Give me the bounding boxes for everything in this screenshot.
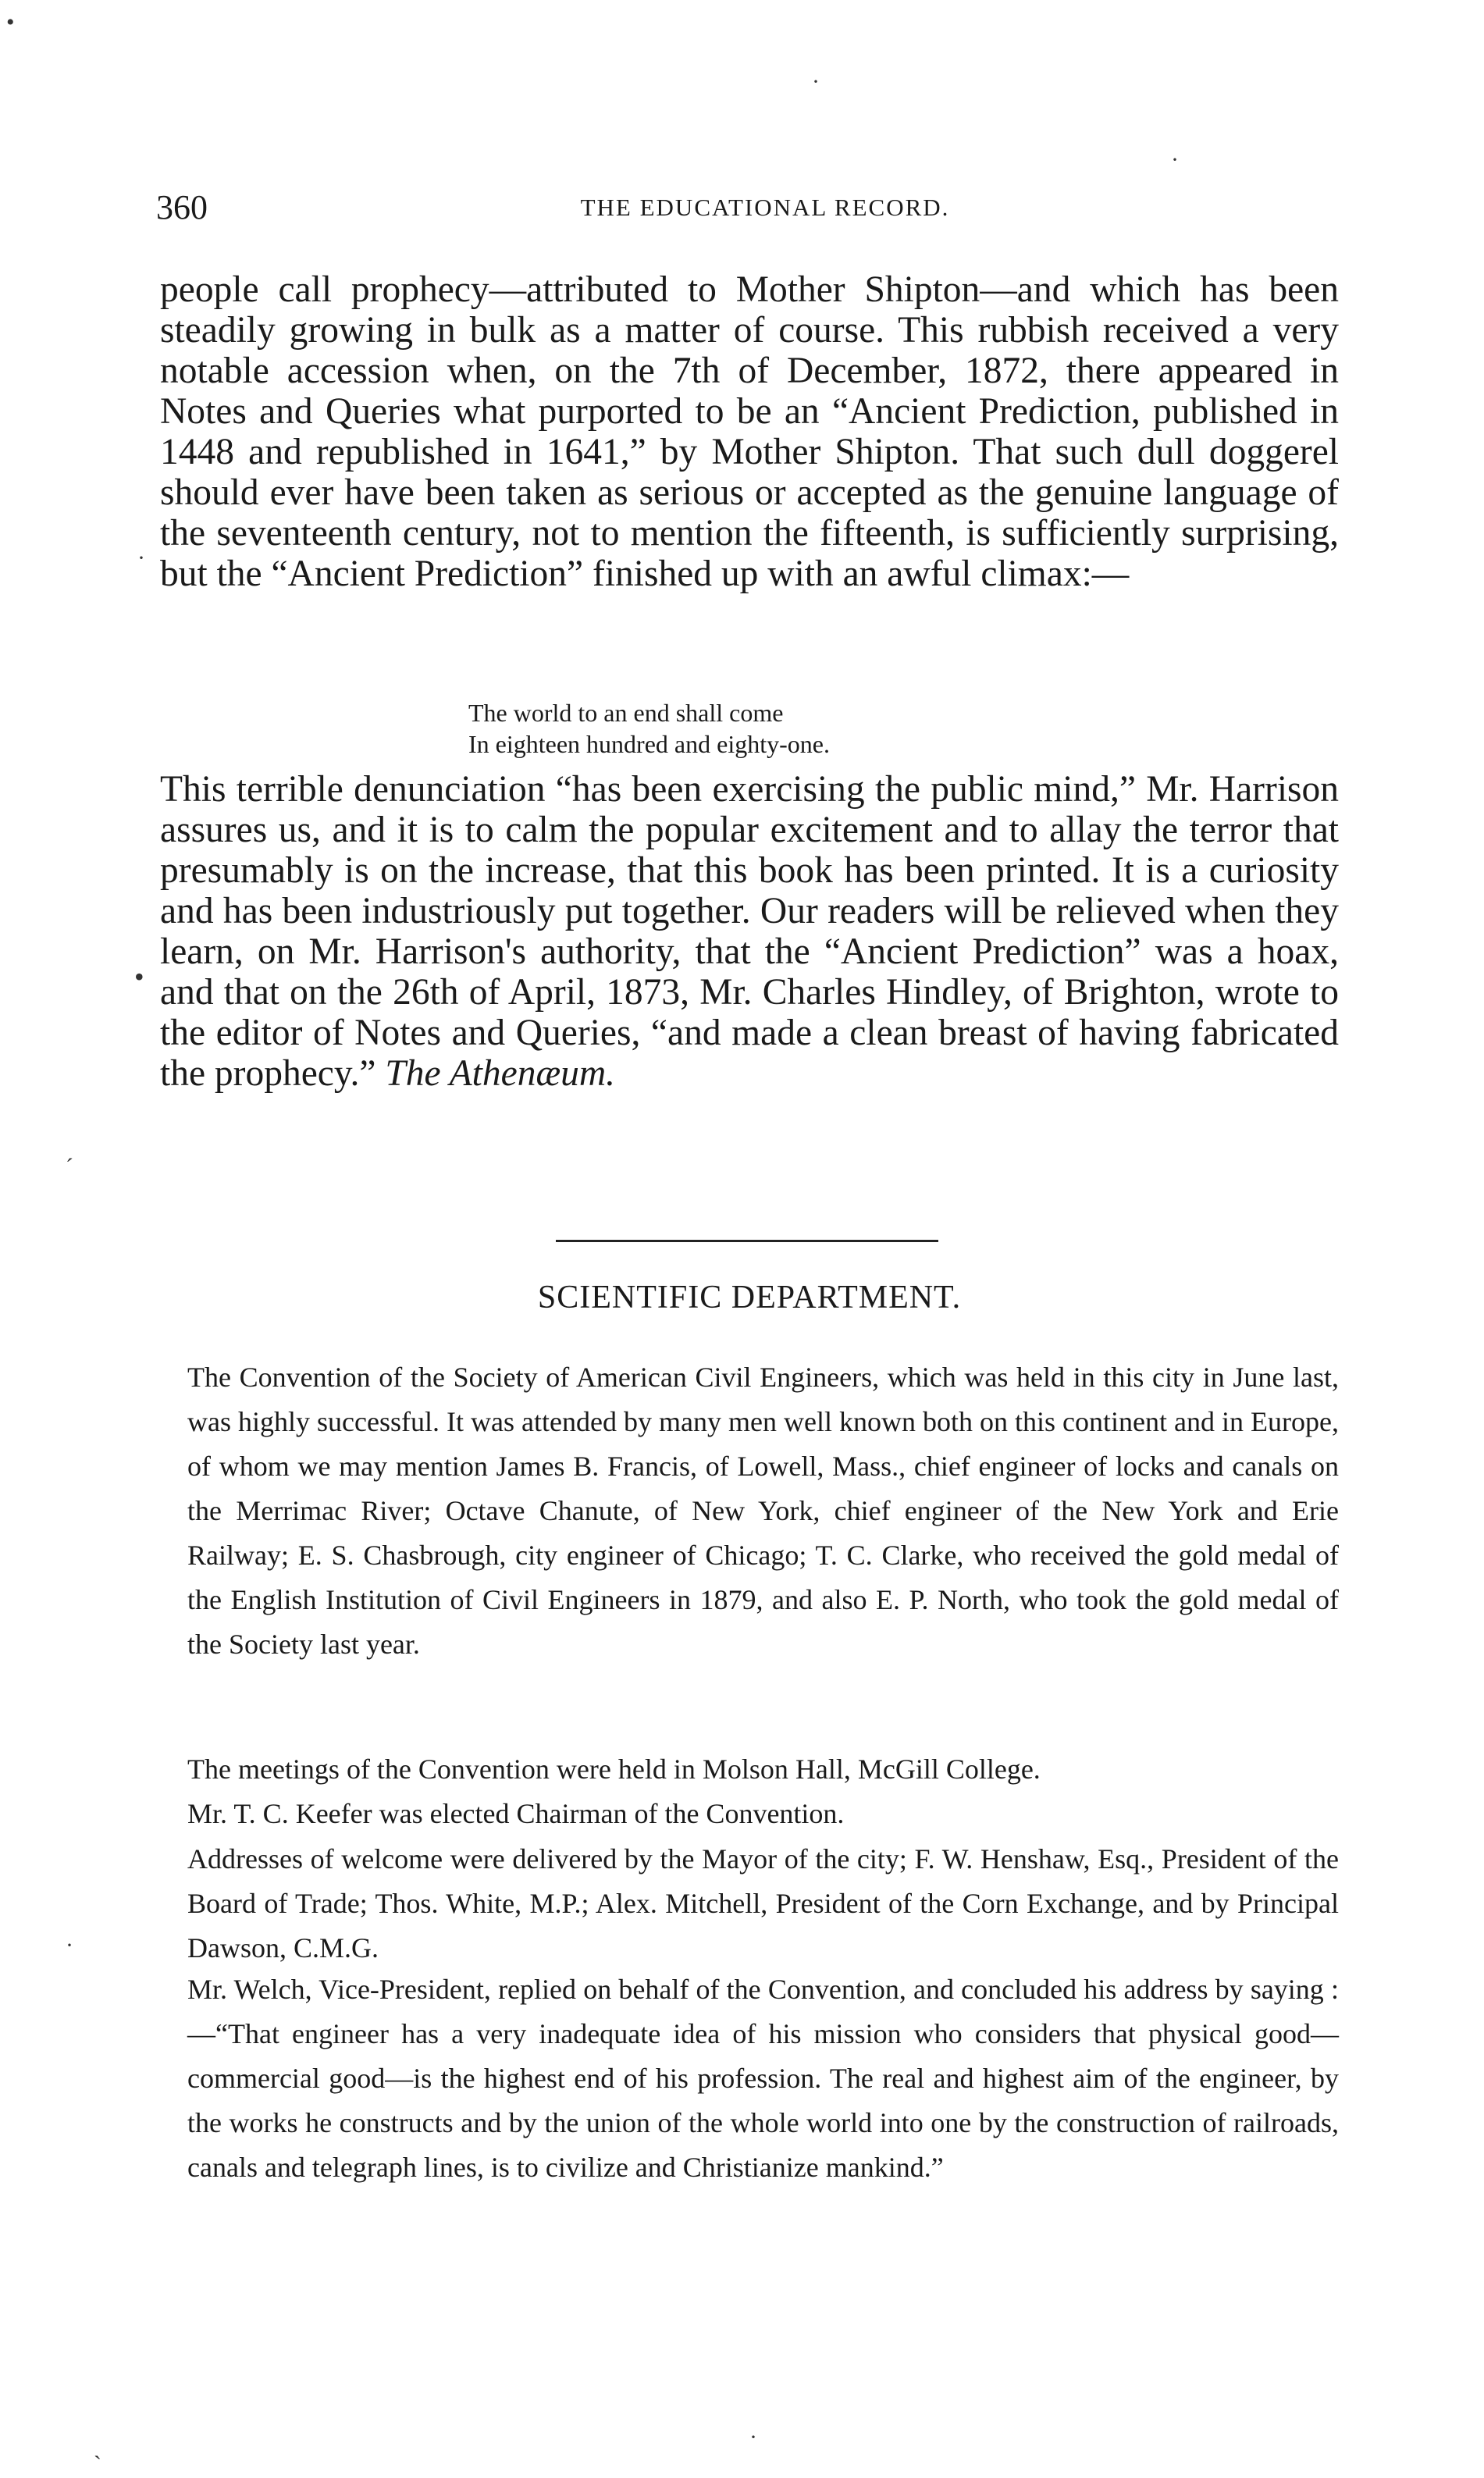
section-heading: SCIENTIFIC DEPARTMENT. [537,1280,962,1316]
print-speck: ˋ [94,2451,101,2477]
section-paragraph: The meetings of the Convention were held in Molson Hall, McGill College. [187,1753,1041,1785]
verse-line: In eighteen hundred and eighty-one. [468,730,830,758]
verse-line: The world to an end shall come [468,699,784,727]
article-paragraph [160,769,1339,1094]
section-divider [556,1240,938,1242]
print-speck: ˊ [66,1154,73,1180]
citation: The Athenæum. [385,1053,616,1094]
page-number: 360 [156,188,208,226]
article-paragraph: people call prophecy—attributed to Mother Shipton—and which has been steadily growing in bulk as a matter of course. This rubbish received a very notable accession when, on the 7th of December, 1872, there appeared in Notes and Queries what purported to be an “Ancient Prediction, published in 1448 and republished in 1641,” by Mother Shipton. That such dull doggerel should ever have been taken as serious or accepted as the genuine language of the seventeenth century, not to mention the fifteenth, is sufficiently surprising, but the “Ancient Prediction” finished up with an awful climax:— [160,269,1339,594]
running-title: THE EDUCATIONAL RECORD. [580,194,950,221]
print-speck: · [137,545,145,571]
section-paragraph: Mr. Welch, Vice-President, replied on behalf of the Convention, and concluded his address by saying :—“That engineer has a very inadequate idea of his mission who considers that physical good—commercial good—is the highest end of his profession. The real and highest aim of the engineer, by the works he constructs and by the union of the whole world into one by the construction of railroads, canals and telegraph lines, is to civilize and Christianize mankind.” [187,1974,1339,2183]
article-paragraph-text: This terrible denunciation “has been exercising the public mind,” Mr. Harrison assures us, and it is to calm the popular excitement and to allay the terror that presumably is on the increase, that this book has been printed. It is a curiosity and has been industriously put together. Our readers will be relieved when they learn, on Mr. Harrison's authority, that the “Ancient Prediction” was a hoax, and that on the 26th of April, 1873, Mr. Charles Hindley, of Brighton, wrote to the editor of Notes and Queries, “and made a clean breast of having fabricated the prophecy.” [160,769,1339,1094]
section-paragraph: Addresses of welcome were delivered by the Mayor of the city; F. W. Henshaw, Esq., President of the Board of Trade; Thos. White, M.P.; Alex. Mitchell, President of the Corn Exchange, and by Principal Dawson, C.M.G. [187,1843,1339,1964]
page-header [156,184,1343,231]
print-speck: · [66,1932,73,1958]
print-speck: · [1171,147,1179,173]
print-speck: • [134,961,144,992]
print-speck: · [749,2424,757,2450]
print-speck: • [6,9,15,35]
verse-quote [468,697,830,760]
section-paragraph: Mr. T. C. Keefer was elected Chairman of the Convention. [187,1798,845,1829]
print-speck: · [812,69,820,94]
section-paragraph: The Convention of the Society of American Civil Engineers, which was held in this city in June last, was highly successful. It was attended by many men well known both on this continent and in Europe, of whom we may mention James B. Francis, of Lowell, Mass., chief engineer of locks and canals on the Merrimac River; Octave Chanute, of New York, chief engineer of the New York and Erie Railway; E. S. Chasbrough, city engineer of Chicago; T. C. Clarke, who received the gold medal of the English Institution of Civil Engineers in 1879, and also E. P. North, who took the gold medal of the Society last year. [187,1362,1339,1660]
